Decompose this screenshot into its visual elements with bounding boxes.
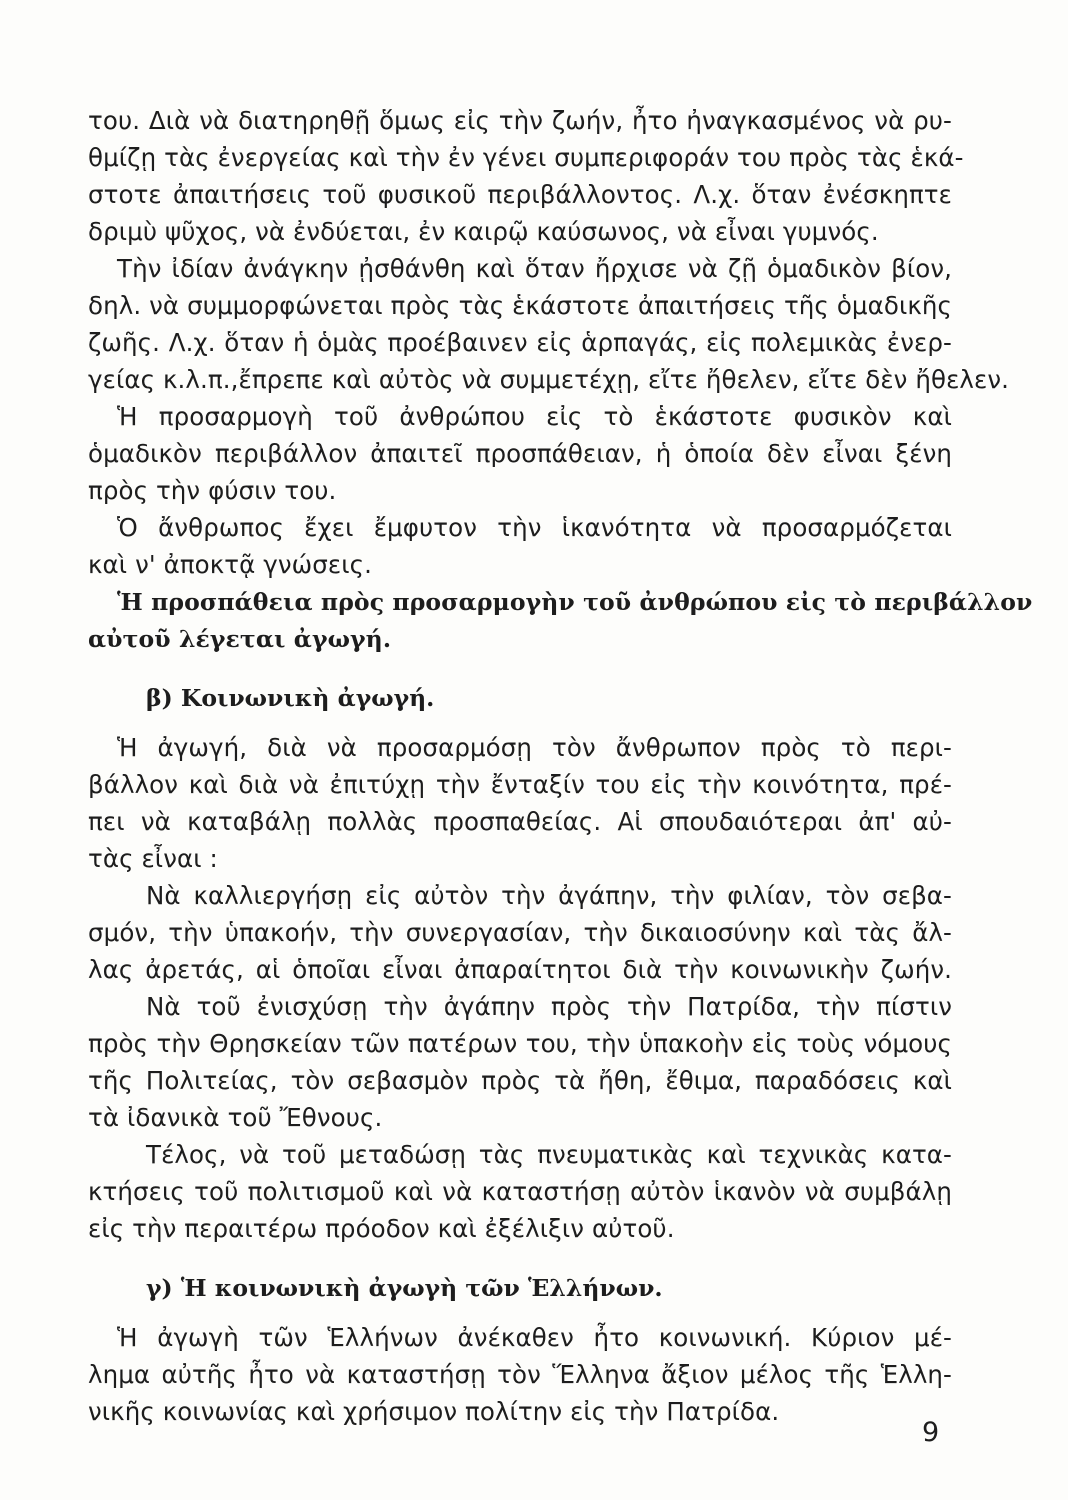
text-line: στοτε ἀπαιτήσεις τοῦ φυσικοῦ περιβάλλοντος. Λ.χ. ὅταν ἐνέσκηπτε [88, 180, 952, 209]
text-line: πρὸς τὴν φύσιν του. [88, 476, 337, 505]
text-line: Τέλος, νὰ τοῦ μεταδώσῃ τὰς πνευματικὰς καὶ τεχνικὰς κατα- [146, 1140, 952, 1169]
text-line: Τὴν ἰδίαν ἀνάγκην ᾐσθάνθη καὶ ὅταν ἤρχισε νὰ ζῇ ὁμαδικὸν βίον, [117, 254, 952, 283]
text-line: λημα αὐτῆς ἦτο νὰ καταστήσῃ τὸν Ἕλληνα ἄξιον μέλος τῆς Ἑλλη- [88, 1360, 952, 1389]
text-line: τῆς Πολιτείας, τὸν σεβασμὸν πρὸς τὰ ἤθη, ἔθιμα, παραδόσεις καὶ [88, 1066, 952, 1095]
text-line: πρὸς τὴν Θρησκείαν τῶν πατέρων του, τὴν ὑπακοὴν εἰς τοὺς νόμους [88, 1029, 952, 1058]
text-line: εἰς τὴν περαιτέρω πρόοδον καὶ ἐξέλιξιν αὐτοῦ. [88, 1214, 675, 1243]
text-line: του. Διὰ νὰ διατηρηθῇ ὅμως εἰς τὴν ζωήν, ἦτο ἠναγκασμένος νὰ ρυ- [88, 106, 952, 135]
text-line: γείας κ.λ.π.,ἔπρεπε καὶ αὐτὸς νὰ συμμετέχῃ, εἴτε ἤθελεν, εἴτε δὲν ἤθελεν. [88, 365, 1010, 394]
section-heading-b: β) Κοινωνικὴ ἀγωγή. [146, 684, 435, 712]
text-line: πει νὰ καταβάλῃ πολλὰς προσπαθείας. Αἱ σπουδαιότεραι ἀπ' αὐ- [88, 807, 952, 836]
text-line: Νὰ καλλιεργήσῃ εἰς αὐτὸν τὴν ἀγάπην, τὴν φιλίαν, τὸν σεβα- [146, 881, 952, 910]
text-line: Ὁ ἄνθρωπος ἔχει ἔμφυτον τὴν ἱκανότητα νὰ προσαρμόζεται [117, 513, 952, 542]
text-line: Ἡ ἀγωγή, διὰ νὰ προσαρμόσῃ τὸν ἄνθρωπον πρὸς τὸ περι- [117, 733, 952, 762]
text-line: βάλλον καὶ διὰ νὰ ἐπιτύχῃ τὴν ἔνταξίν του εἰς τὴν κοινότητα, πρέ- [88, 770, 952, 799]
text-line: ζωῆς. Λ.χ. ὅταν ἡ ὁμὰς προέβαινεν εἰς ἁρπαγάς, εἰς πολεμικὰς ἐνερ- [88, 328, 952, 357]
text-line: Νὰ τοῦ ἐνισχύσῃ τὴν ἀγάπην πρὸς τὴν Πατρίδα, τὴν πίστιν [146, 992, 952, 1021]
text-line: καὶ ν' ἀποκτᾷ γνώσεις. [88, 550, 373, 579]
text-line: θμίζῃ τὰς ἐνεργείας καὶ τὴν ἐν γένει συμπεριφοράν του πρὸς τὰς ἑκά- [88, 143, 964, 172]
text-line: δηλ. νὰ συμμορφώνεται πρὸς τὰς ἑκάστοτε ἀπαιτήσεις τῆς ὁμαδικῆς [88, 291, 952, 320]
text-line: δριμὺ ψῦχος, νὰ ἐνδύεται, ἐν καιρῷ καύσωνος, νὰ εἶναι γυμνός. [88, 217, 879, 246]
text-line: τὰ ἰδανικὰ τοῦ Ἔθνους. [88, 1103, 383, 1132]
text-line: ὁμαδικὸν περιβάλλον ἀπαιτεῖ προσπάθειαν, ἡ ὁποία δὲν εἶναι ξένη [88, 439, 952, 468]
section-heading-c: γ) Ἡ κοινωνικὴ ἀγωγὴ τῶν Ἑλλήνων. [146, 1274, 663, 1302]
text-line: Ἡ προσαρμογὴ τοῦ ἀνθρώπου εἰς τὸ ἑκάστοτε φυσικὸν καὶ [117, 402, 952, 431]
text-line: τὰς εἶναι : [88, 844, 218, 873]
definition-line: Ἡ προσπάθεια πρὸς προσαρμογὴν τοῦ ἀνθρώπου εἰς τὸ περιβάλλον [117, 588, 1033, 616]
definition-line: αὐτοῦ λέγεται ἀγωγή. [88, 625, 392, 653]
page-number: 9 [922, 1417, 940, 1448]
text-line: σμόν, τὴν ὑπακοήν, τὴν συνεργασίαν, τὴν δικαιοσύνην καὶ τὰς ἄλ- [88, 918, 952, 947]
text-line: νικῆς κοινωνίας καὶ χρήσιμον πολίτην εἰς τὴν Πατρίδα. [88, 1397, 780, 1426]
text-line: Ἡ ἀγωγὴ τῶν Ἑλλήνων ἀνέκαθεν ἦτο κοινωνική. Κύριον μέ- [117, 1323, 952, 1352]
text-line: λας ἀρετάς, αἱ ὁποῖαι εἶναι ἀπαραίτητοι διὰ τὴν κοινωνικὴν ζωήν. [88, 955, 952, 984]
text-line: κτήσεις τοῦ πολιτισμοῦ καὶ νὰ καταστήσῃ αὐτὸν ἱκανὸν νὰ συμβάλῃ [88, 1177, 952, 1206]
